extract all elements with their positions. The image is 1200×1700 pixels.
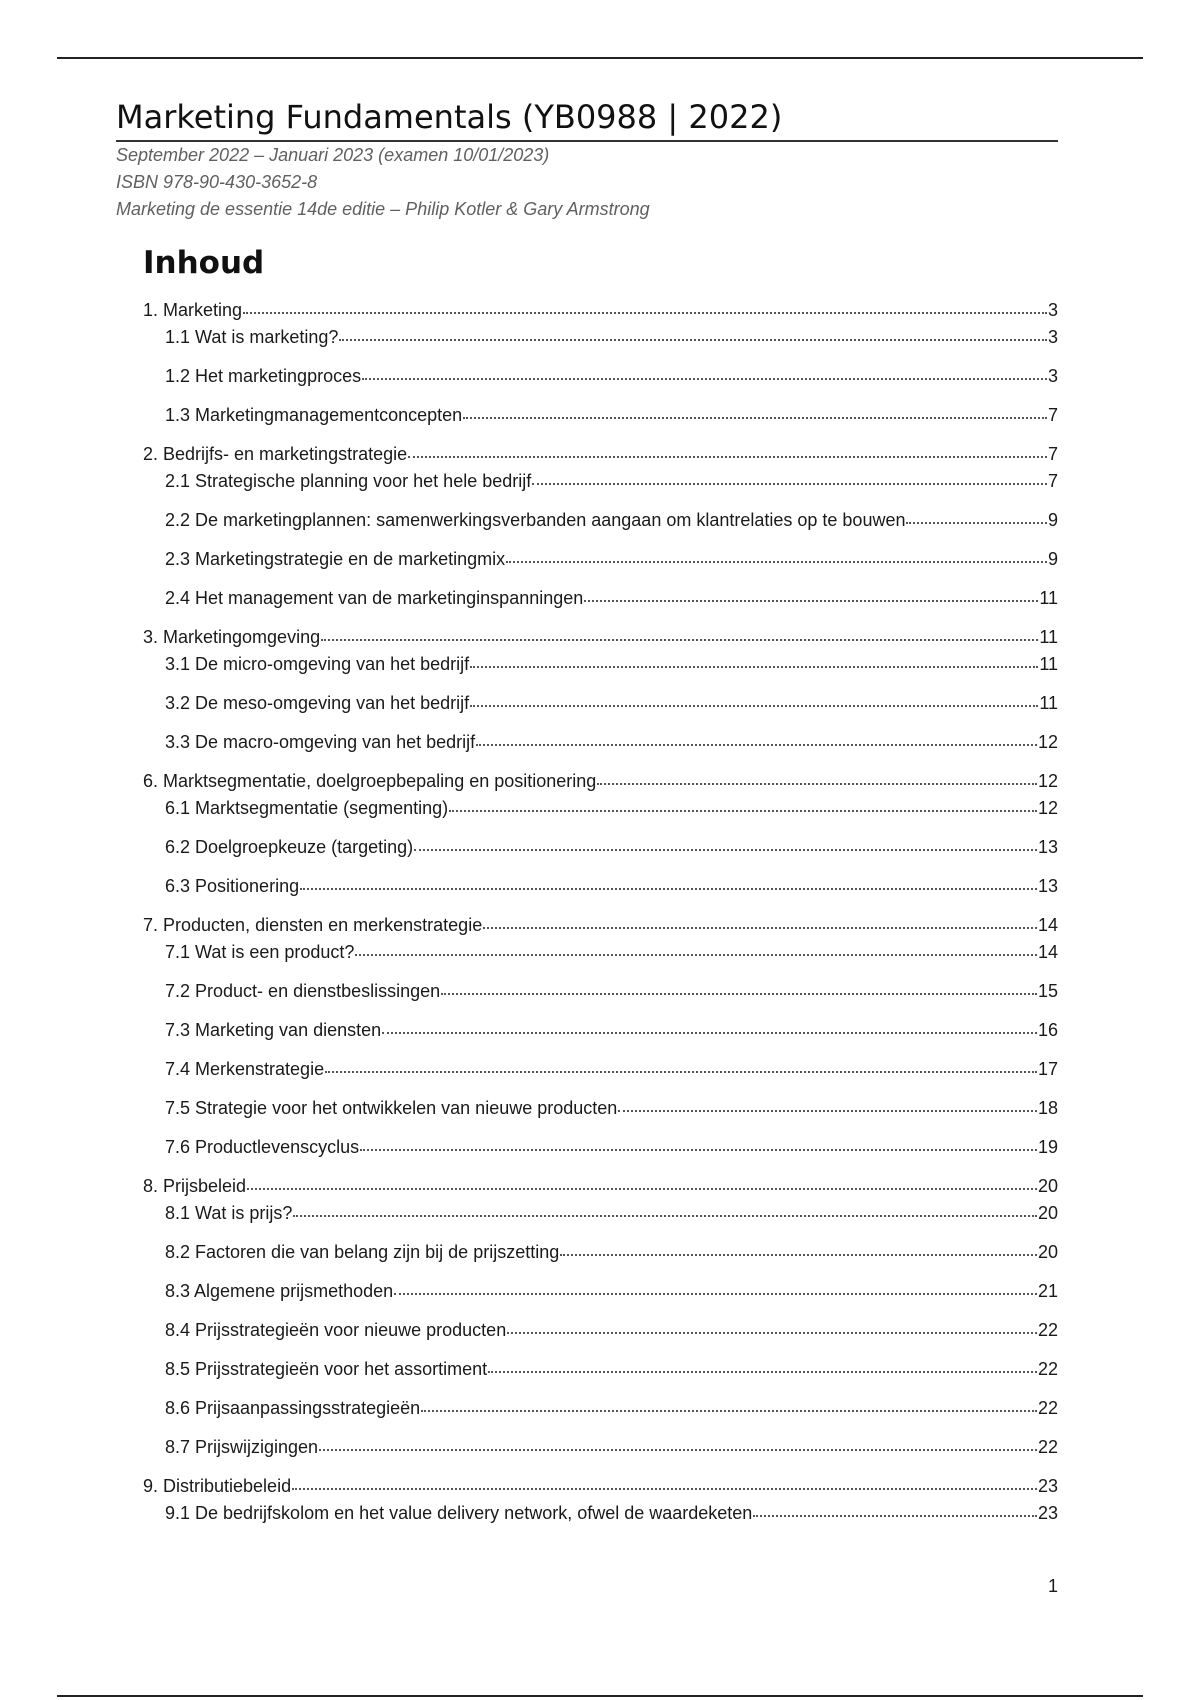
isbn-line: ISBN 978-90-430-3652-8 [116,172,318,192]
toc-entry-title: 6.2 Doelgroepkeuze (targeting) [165,837,414,857]
toc-entry-title: 2.2 De marketingplannen: samenwerkingsverbanden aangaan om klantrelaties op te bouwen [165,510,906,530]
toc-dot-leader [421,1410,1037,1412]
toc-entry-page: 11 [1039,693,1058,713]
toc-entry-title: 6.3 Positionering [165,876,300,896]
toc-entry[interactable] [165,510,1058,531]
toc-dot-leader [476,744,1037,746]
toc-entry-title: 7.3 Marketing van diensten [165,1020,382,1040]
toc-dot-leader [463,417,1047,419]
textbook-line: Marketing de essentie 14de editie – Philip Kotler & Gary Armstrong [116,199,650,219]
toc-entry-page: 7 [1047,471,1058,491]
toc-entry[interactable] [143,627,1058,648]
toc-entry-page: 22 [1037,1398,1058,1418]
toc-dot-leader [414,849,1037,851]
toc-dot-leader [449,810,1037,812]
toc-dot-leader [560,1254,1037,1256]
toc-entry[interactable] [143,915,1058,936]
toc-entry-page: 11 [1039,654,1058,674]
toc-dot-leader [300,888,1037,890]
toc-entry-title: 7.5 Strategie voor het ontwikkelen van nieuwe producten [165,1098,618,1118]
toc-entry[interactable] [143,1476,1058,1497]
toc-entry[interactable] [165,327,1058,348]
toc-entry-title: 7.4 Merkenstrategie [165,1059,325,1079]
toc-entry[interactable] [165,837,1058,858]
toc-entry-page: 21 [1037,1281,1058,1301]
toc-entry[interactable] [165,798,1058,819]
toc-entry-page: 16 [1037,1020,1058,1040]
toc-entry-title: 1.2 Het marketingproces [165,366,362,386]
toc-entry[interactable] [165,1059,1058,1080]
toc-entry-page: 12 [1037,732,1058,752]
toc-entry-page: 18 [1037,1098,1058,1118]
toc-entry-title: 8.3 Algemene prijsmethoden [165,1281,394,1301]
toc-dot-leader [321,639,1038,641]
toc-entry[interactable] [143,771,1058,792]
toc-entry-page: 14 [1037,915,1058,935]
toc-entry-page: 12 [1037,798,1058,818]
toc-entry-page: 12 [1037,771,1058,791]
toc-dot-leader [618,1110,1037,1112]
toc-entry-page: 20 [1037,1176,1058,1196]
toc-entry-page: 15 [1037,981,1058,1001]
toc-entry[interactable] [165,654,1058,675]
toc-entry-title: 7. Producten, diensten en merkenstrategie [143,915,483,935]
toc-dot-leader [408,456,1047,458]
toc-entry[interactable] [165,366,1058,387]
toc-entry[interactable] [165,549,1058,570]
toc-dot-leader [339,339,1047,341]
toc-entry-page: 9 [1047,510,1058,530]
toc-entry-page: 23 [1037,1476,1058,1496]
document-header [116,96,1058,223]
toc-dot-leader [325,1071,1037,1073]
toc-entry-page: 22 [1037,1320,1058,1340]
toc-entry-page: 3 [1047,327,1058,347]
toc-dot-leader [355,954,1037,956]
toc-entry-title: 6.1 Marktsegmentatie (segmenting) [165,798,449,818]
toc-dot-leader [532,483,1047,485]
toc-entry[interactable] [165,1137,1058,1158]
toc-entry-title: 3.1 De micro-omgeving van het bedrijf [165,654,470,674]
toc-entry[interactable] [165,1203,1058,1224]
toc-entry[interactable] [165,1020,1058,1041]
toc-entry-page: 22 [1037,1359,1058,1379]
toc-entry-title: 2.1 Strategische planning voor het hele bedrijf [165,471,532,491]
bottom-rule [57,1695,1143,1697]
course-period: September 2022 – Januari 2023 (examen 10/01/2023) [116,145,550,165]
toc-heading: Inhoud [143,245,265,281]
toc-dot-leader [360,1149,1037,1151]
toc-entry-title: 8.7 Prijswijzigingen [165,1437,319,1457]
toc-entry[interactable] [165,1503,1058,1524]
toc-dot-leader [584,600,1038,602]
toc-entry-title: 7.2 Product- en dienstbeslissingen [165,981,441,1001]
toc-dot-leader [906,522,1047,524]
toc-entry-page: 13 [1037,876,1058,896]
toc-entry-page: 22 [1037,1437,1058,1457]
toc-entry-title: 7.1 Wat is een product? [165,942,355,962]
toc-dot-leader [292,1488,1037,1490]
toc-entry-page: 20 [1037,1242,1058,1262]
toc-entry-title: 2. Bedrijfs- en marketingstrategie [143,444,408,464]
toc-entry-title: 1.3 Marketingmanagementconcepten [165,405,463,425]
toc-entry[interactable] [165,1098,1058,1119]
toc-dot-leader [470,705,1038,707]
toc-entry-title: 1.1 Wat is marketing? [165,327,339,347]
toc-entry-page: 7 [1047,405,1058,425]
toc-entry-page: 3 [1047,366,1058,386]
toc-entry-title: 2.3 Marketingstrategie en de marketingmix [165,549,506,569]
toc-dot-leader [470,666,1038,668]
toc-entry-page: 23 [1037,1503,1058,1523]
toc-entry-title: 1. Marketing [143,300,243,320]
toc-dot-leader [753,1515,1037,1517]
toc-dot-leader [506,561,1047,563]
toc-entry[interactable] [165,876,1058,897]
toc-entry[interactable] [165,942,1058,963]
toc-entry-title: 6. Marktsegmentatie, doelgroepbepaling en positionering [143,771,597,791]
toc-entry[interactable] [165,1398,1058,1419]
top-rule [57,57,1143,59]
toc-entry[interactable] [165,1437,1058,1458]
toc-entry[interactable] [165,1242,1058,1263]
toc-entry-title: 8. Prijsbeleid [143,1176,247,1196]
toc-entry[interactable] [165,588,1058,609]
page-number: 1 [1047,1576,1058,1596]
toc-dot-leader [362,378,1047,380]
toc-entry[interactable] [165,1320,1058,1341]
toc-entry-title: 8.4 Prijsstrategieën voor nieuwe producten [165,1320,507,1340]
toc-entry-title: 8.1 Wat is prijs? [165,1203,293,1223]
toc-entry-page: 7 [1047,444,1058,464]
toc-entry[interactable] [165,1359,1058,1380]
toc-entry-page: 3 [1047,300,1058,320]
toc-entry[interactable] [143,1176,1058,1197]
toc-entry[interactable] [165,471,1058,492]
toc-entry-page: 11 [1039,588,1058,608]
toc-entry[interactable] [143,300,1058,321]
toc-dot-leader [507,1332,1037,1334]
toc-dot-leader [483,927,1037,929]
toc-entry[interactable] [165,1281,1058,1302]
toc-entry[interactable] [165,405,1058,426]
toc-entry-page: 19 [1037,1137,1058,1157]
toc-entry-page: 11 [1039,627,1058,647]
document-title: Marketing Fundamentals (YB0988 | 2022) [116,96,1058,142]
toc-dot-leader [247,1188,1037,1190]
toc-dot-leader [382,1032,1037,1034]
toc-entry[interactable] [165,981,1058,1002]
toc-dot-leader [243,312,1047,314]
toc-entry-title: 9.1 De bedrijfskolom en het value delivery network, ofwel de waardeketen [165,1503,753,1523]
toc-entry-title: 7.6 Productlevenscyclus [165,1137,360,1157]
toc-entry-page: 13 [1037,837,1058,857]
toc-entry-page: 9 [1047,549,1058,569]
toc-entry[interactable] [165,732,1058,753]
toc-dot-leader [488,1371,1037,1373]
toc-entry-page: 17 [1037,1059,1058,1079]
toc-entry[interactable] [165,693,1058,714]
toc-dot-leader [441,993,1037,995]
toc-entry-page: 20 [1037,1203,1058,1223]
toc-entry-title: 3.3 De macro-omgeving van het bedrijf [165,732,476,752]
toc-dot-leader [394,1293,1037,1295]
toc-entry-title: 9. Distributiebeleid [143,1476,292,1496]
toc-entry-title: 3. Marketingomgeving [143,627,321,647]
toc-entry[interactable] [143,444,1058,465]
toc-entry-page: 14 [1037,942,1058,962]
toc-entry-title: 8.6 Prijsaanpassingsstrategieën [165,1398,421,1418]
toc-dot-leader [319,1449,1037,1451]
toc-entry-title: 8.2 Factoren die van belang zijn bij de prijszetting [165,1242,560,1262]
toc-entry-title: 8.5 Prijsstrategieën voor het assortiment [165,1359,488,1379]
toc-dot-leader [597,783,1037,785]
toc-entry-title: 3.2 De meso-omgeving van het bedrijf [165,693,470,713]
toc-dot-leader [293,1215,1037,1217]
toc-entry-title: 2.4 Het management van de marketinginspanningen [165,588,584,608]
